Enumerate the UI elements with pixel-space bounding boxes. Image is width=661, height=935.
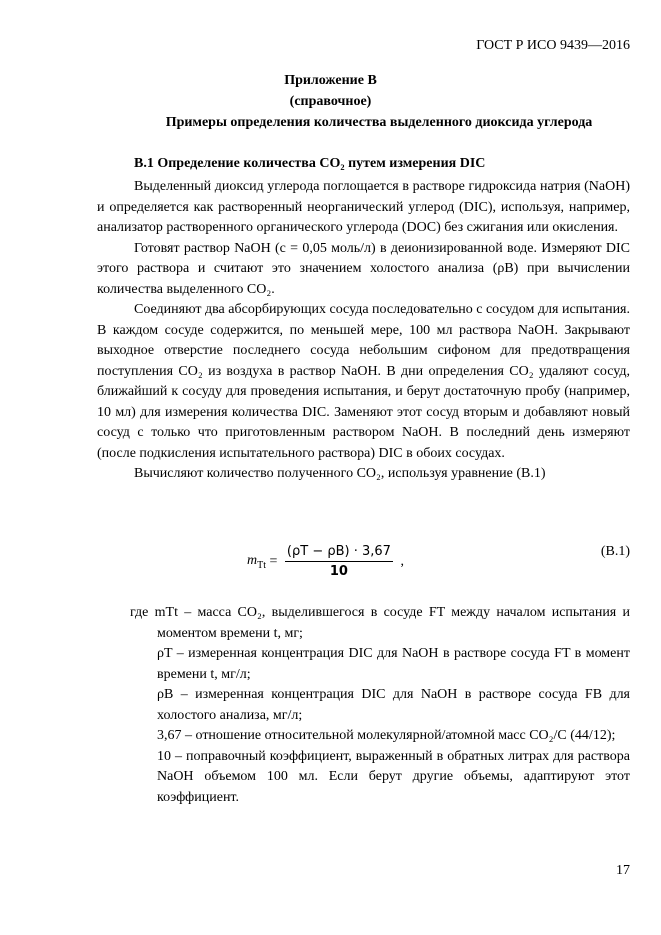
formula-lhs (247, 553, 266, 571)
formula-denominator: 10 (329, 564, 348, 579)
section-body (97, 177, 630, 485)
formula-numerator: (ρT − ρB) · 3,67 (285, 544, 393, 562)
annex-title: Примеры определения количества выделенного диоксида углерода (165, 115, 593, 130)
formula-definitions (97, 603, 630, 808)
formula-lhs-subscript: Tt (257, 559, 267, 571)
section-title: В.1 Определение количества CO₂ путем измерения DIC (134, 156, 486, 171)
annex-label: Приложение В (284, 73, 377, 88)
definition-item: ρT – измеренная концентрация DIC для NaOH в растворе сосуда FT в момент времени t, мг/л; (157, 646, 630, 682)
definition-item: 3,67 – отношение относительной молекулярной/атомной масс CO₂/C (44/12); (157, 728, 616, 743)
formula-equals: = (269, 553, 278, 569)
equation-b1 (97, 544, 630, 588)
paragraph: Готовят раствор NaOH (c = 0,05 моль/л) в деионизированной воде. Измеряют DIC этого раствора и считают это значением холостого анализа (ρB) при вычислении количества выделенного CO₂. (97, 240, 630, 297)
formula-suffix: , (400, 553, 404, 569)
definition-item: 10 – поправочный коэффициент, выраженный в обратных литрах для раствора NaOH объемом 100 мл. Если берут другие объемы, адаптируют этот коэффициент. (157, 748, 630, 805)
definition-item: ρB – измеренная концентрация DIC для NaOH в растворе сосуда FB для холостого анализа, мг/л; (157, 687, 630, 723)
formula-number: (В.1) (600, 544, 630, 559)
annex-type: (справочное) (289, 94, 372, 109)
standard-header: ГОСТ Р ИСО 9439—2016 (476, 38, 630, 53)
formula-lhs-symbol: m (247, 552, 258, 568)
page-number: 17 (616, 863, 630, 878)
definition-item: где mTt – масса CO₂, выделившегося в сосуде FT между началом испытания и моментом времени t, мг; (130, 605, 630, 641)
paragraph: Выделенный диоксид углерода поглощается в растворе гидроксида натрия (NaOH) и определяется как растворенный неорганический углерод (DIC), используя, например, анализатор растворенного органического углерода (DOC) без сжигания или окисления. (97, 179, 630, 235)
paragraph: Соединяют два абсорбирующих сосуда последовательно с сосудом для испытания. В каждом сосуде содержится, по меньшей мере, 100 мл раствора NaOH. Закрывают выходное отверстие последнего сосуда небольшим сифоном для предотвращения поступления CO₂ из воздуха в раствор NaOH. В дни определения CO₂ удаляют сосуд, ближайший к сосуду для проведения испытания, и берут достаточную пробу (например, 10 мл) для измерения количества DIC. Заменяют этот сосуд вторым и добавляют новый сосуд с только что приготовленным раствором NaOH. В последний день измеряют (после подкисления испытательного раствора) DIC в обоих сосудах. (97, 302, 630, 461)
paragraph: Вычисляют количество полученного CO₂, используя уравнение (В.1) (134, 466, 546, 481)
formula-fraction (285, 544, 393, 579)
formula (247, 544, 404, 579)
